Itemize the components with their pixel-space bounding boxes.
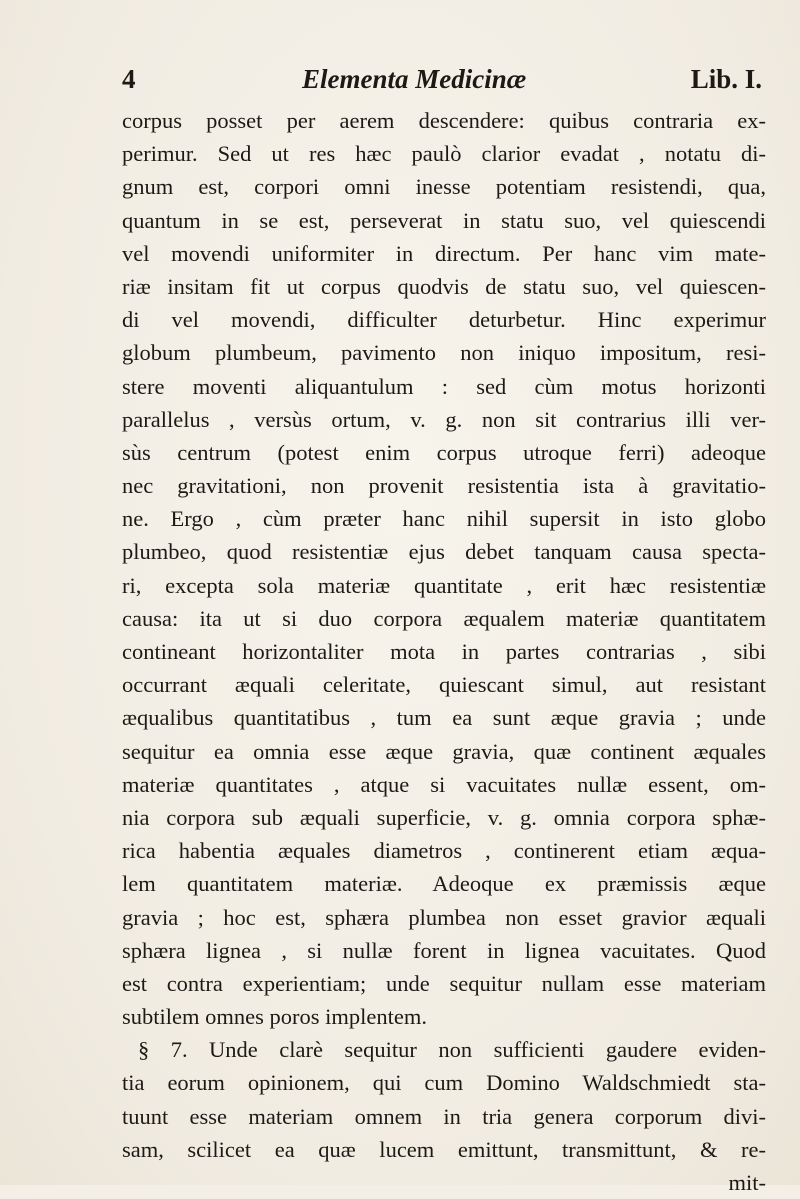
text-line: globum plumbeum, pavimento non iniquo impositum, resi- — [122, 340, 766, 366]
text-line: sam, scilicet ea quæ lucem emittunt, transmittunt, & re- — [122, 1136, 766, 1162]
text-line: ne. Ergo , cùm præter hanc nihil supersit in isto globo — [122, 506, 766, 532]
text-line: § 7. Unde clarè sequitur non sufficienti gaudere eviden- — [138, 1037, 766, 1063]
text-line: tuunt esse materiam omnem in tria genera corporum divi- — [122, 1103, 766, 1129]
text-line: plumbeo, quod resistentiæ ejus debet tanquam causa specta- — [122, 539, 766, 565]
catchword: mit- — [728, 1170, 766, 1195]
page-number: 4 — [122, 64, 136, 94]
text-line: riæ insitam fit ut corpus quodvis de statu suo, vel quiescen- — [122, 273, 766, 299]
text-line: ri, excepta sola materiæ quantitate , erit hæc resistentiæ — [122, 572, 766, 598]
text-line: corpus posset per aerem descendere: quibus contraria ex- — [122, 108, 766, 133]
text-line: æqualibus quantitatibus , tum ea sunt æque gravia ; unde — [122, 705, 766, 731]
text-line: di vel movendi, difficulter deturbetur. Hinc experimur — [122, 307, 766, 333]
running-header — [122, 64, 762, 98]
text-line: lem quantitatem materiæ. Adeoque ex præmissis æque — [122, 871, 766, 897]
body-text — [122, 104, 766, 1199]
text-line: vel movendi uniformiter in directum. Per hanc vim mate- — [122, 240, 766, 266]
text-line: nia corpora sub æquali superficie, v. g. omnia corpora sphæ- — [122, 804, 766, 830]
text-line: tia eorum opinionem, qui cum Domino Waldschmiedt sta- — [122, 1070, 766, 1096]
text-line: sùs centrum (potest enim corpus utroque ferri) adeoque — [122, 439, 766, 465]
text-line: sphæra lignea , si nullæ forent in lignea vacuitates. Quod — [122, 937, 766, 963]
text-line: causa: ita ut si duo corpora æqualem materiæ quantitatem — [122, 605, 766, 631]
text-line: quantum in se est, perseverat in statu suo, vel quiescendi — [122, 207, 766, 233]
running-title: Elementa Medicinæ — [302, 64, 527, 94]
text-line: materiæ quantitates , atque si vacuitates nullæ essent, om- — [122, 771, 766, 797]
text-line: rica habentia æquales diametros , continerent etiam æqua- — [122, 838, 766, 864]
text-line: nec gravitationi, non provenit resistentia ista à gravitatio- — [122, 473, 766, 499]
text-line: parallelus , versùs ortum, v. g. non sit contrarius illi ver- — [122, 406, 766, 432]
text-line: stere moventi aliquantulum : sed cùm motus horizonti — [122, 373, 766, 399]
text-line: gravia ; hoc est, sphæra plumbea non esset gravior æquali — [122, 904, 766, 930]
text-line: subtilem omnes poros implentem. — [122, 1004, 427, 1030]
text-line: est contra experientiam; unde sequitur nullam esse materiam — [122, 970, 766, 996]
book-label: Lib. I. — [690, 64, 762, 94]
text-line: sequitur ea omnia esse æque gravia, quæ continent æquales — [122, 738, 766, 764]
text-line: gnum est, corpori omni inesse potentiam resistendi, qua, — [122, 174, 766, 200]
text-line: perimur. Sed ut res hæc paulò clarior evadat , notatu di- — [122, 141, 766, 167]
text-line: occurrant æquali celeritate, quiescant simul, aut resistant — [122, 672, 766, 698]
text-line: contineant horizontaliter mota in partes contrarias , sibi — [122, 639, 766, 664]
